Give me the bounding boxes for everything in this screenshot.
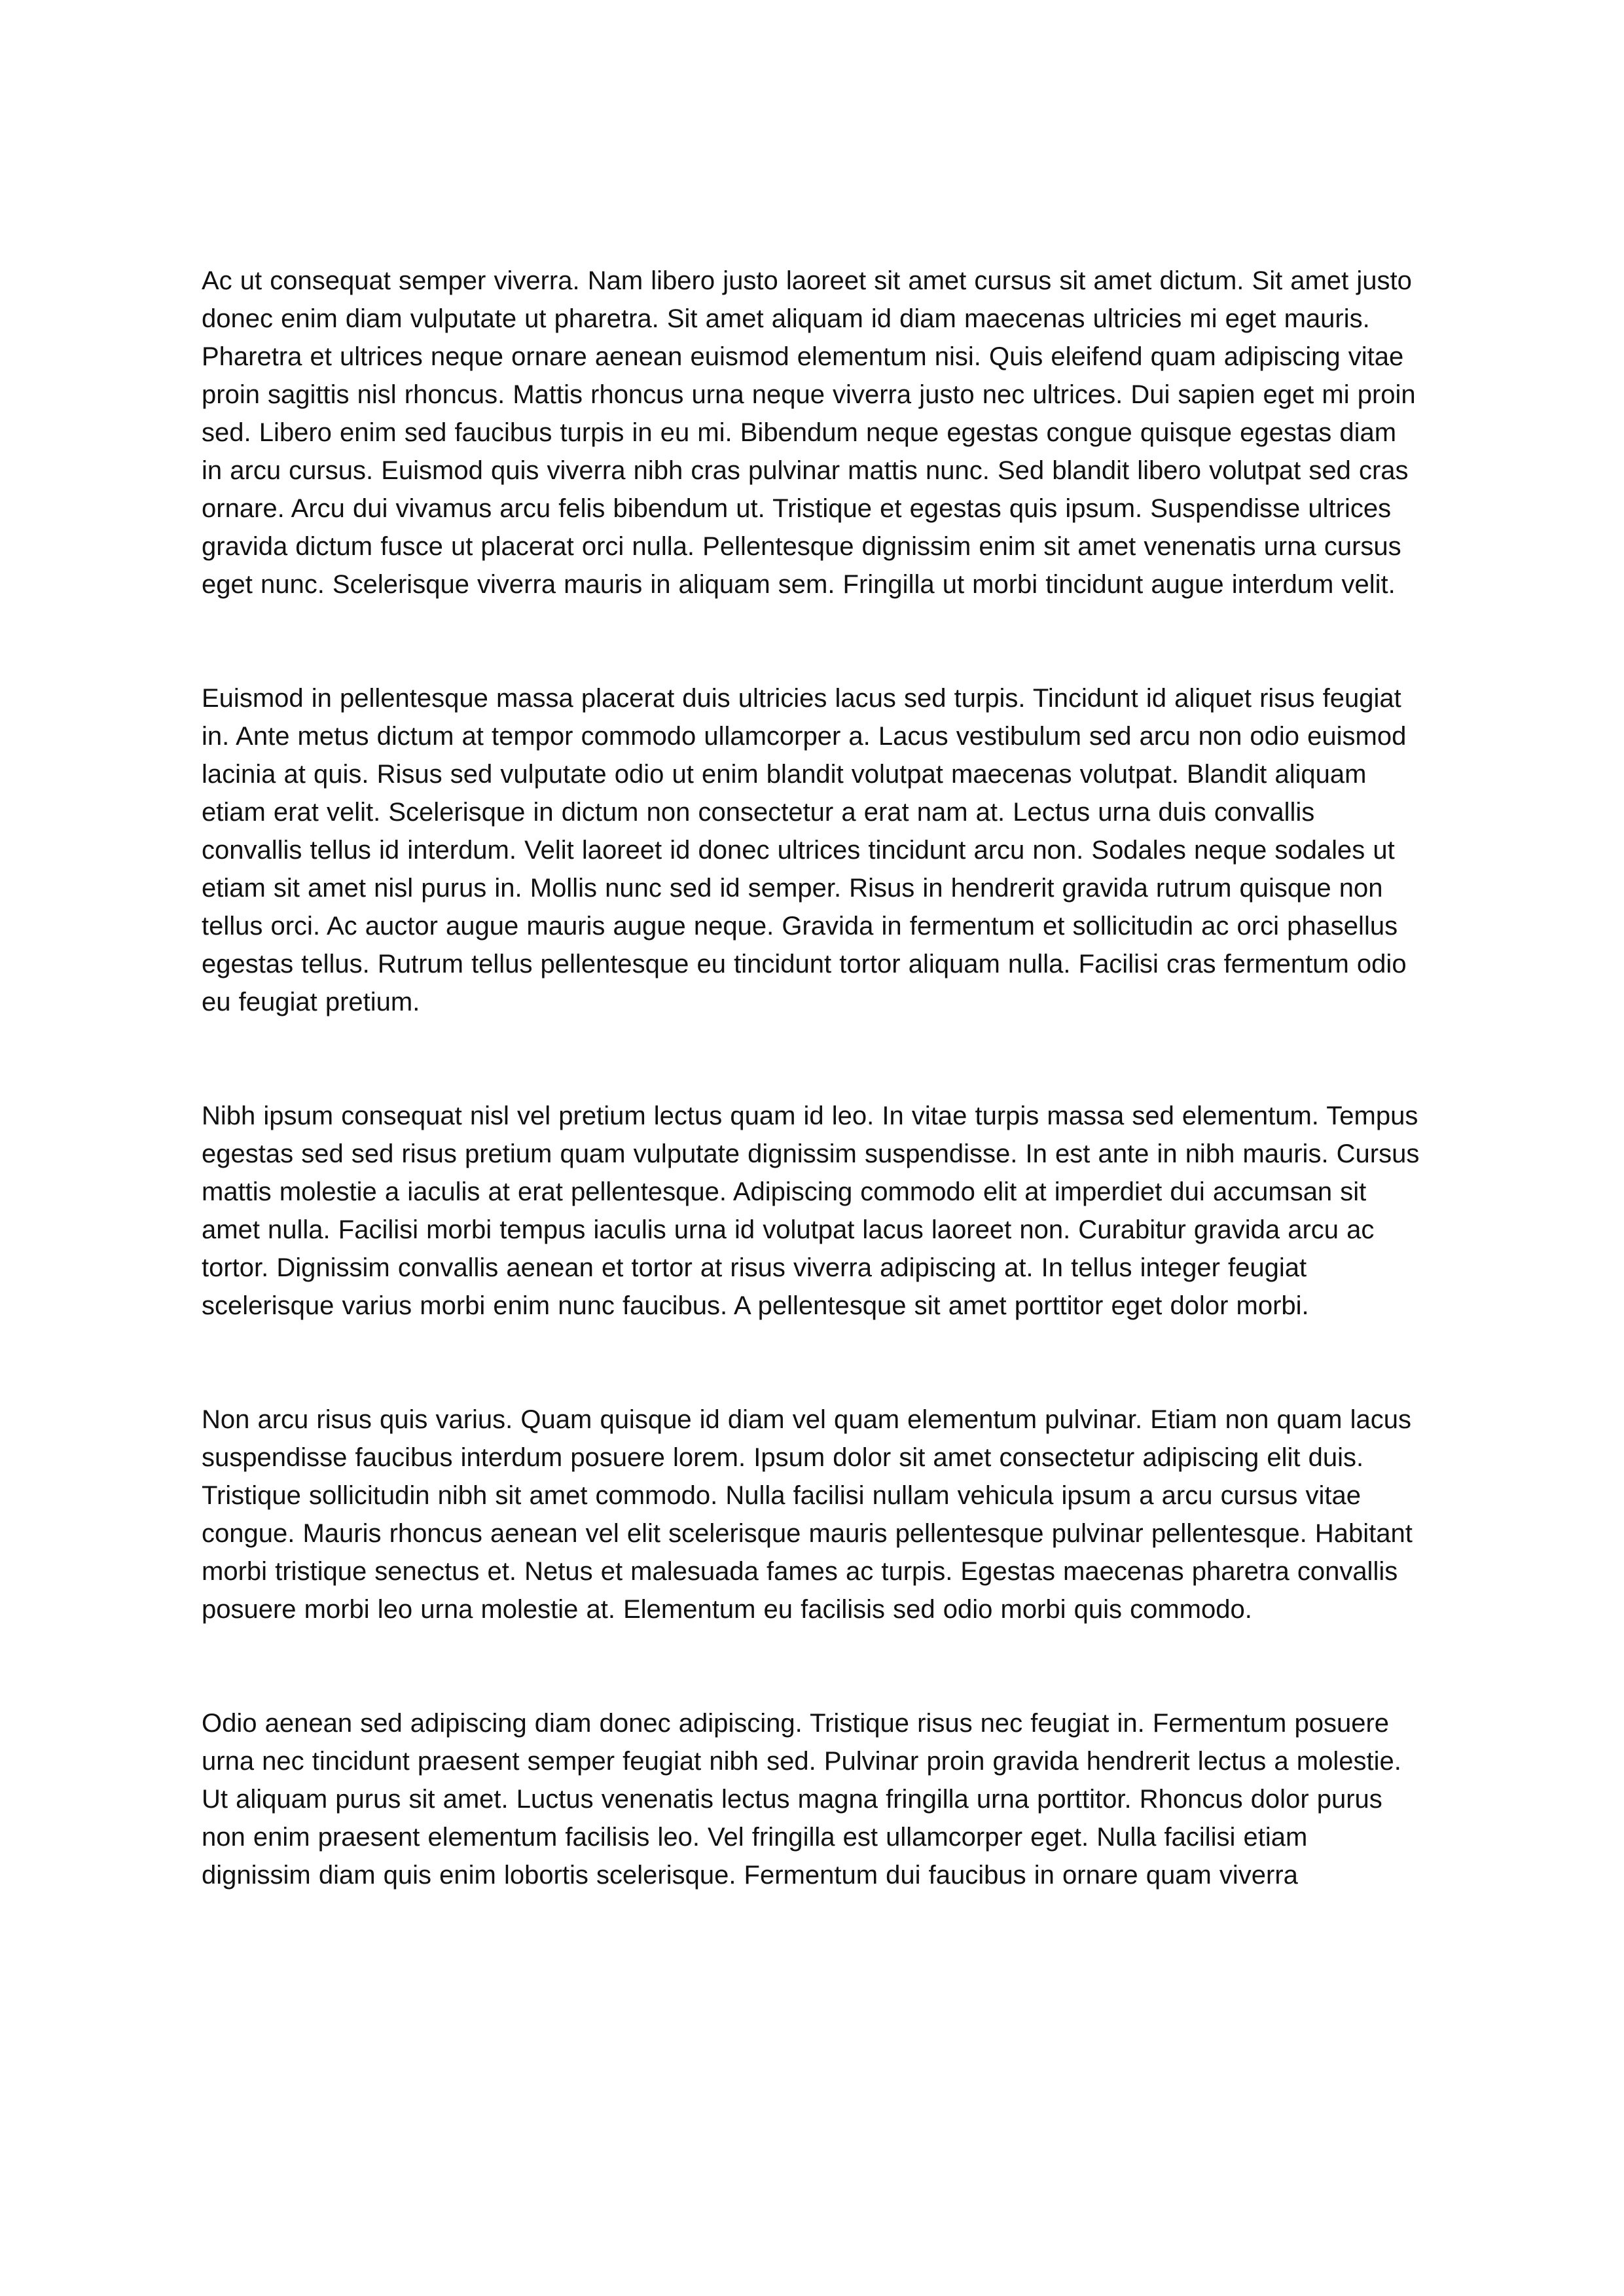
paragraph: Non arcu risus quis varius. Quam quisque id diam vel quam elementum pulvinar. Etiam non quam lacus suspendisse faucibus interdum posuere lorem. Ipsum dolor sit amet consectetur adipiscing elit duis. Tristique sollicitudin nibh sit amet commodo. Nulla facilisi nullam vehicula ipsum a arcu cursus vitae congue. Mauris rhoncus aenean vel elit scelerisque mauris pellentesque pulvinar pellentesque. Habitant morbi tristique senectus et. Netus et malesuada fames ac turpis. Egestas maecenas pharetra convallis posuere morbi leo urna molestie at. Elementum eu facilisis sed odio morbi quis commodo. [202, 1405, 1413, 1624]
paragraph: Nibh ipsum consequat nisl vel pretium lectus quam id leo. In vitae turpis massa sed elementum. Tempus egestas sed sed risus pretium quam vulputate dignissim suspendisse. In est ante in nibh mauris. Cursus mattis molestie a iaculis at erat pellentesque. Adipiscing commodo elit at imperdiet dui accumsan sit amet nulla. Facilisi morbi tempus iaculis urna id volutpat lacus laoreet non. Curabitur gravida arcu ac tortor. Dignissim convallis aenean et tortor at risus viverra adipiscing at. In tellus integer feugiat scelerisque varius morbi enim nunc faucibus. A pellentesque sit amet porttitor eget dolor morbi. [202, 1102, 1420, 1320]
paragraph: Euismod in pellentesque massa placerat duis ultricies lacus sed turpis. Tincidunt id aliquet risus feugiat in. Ante metus dictum at tempor commodo ullamcorper a. Lacus vestibulum sed arcu non odio euismod lacinia at quis. Risus sed vulputate odio ut enim blandit volutpat maecenas volutpat. Blandit aliquam etiam erat velit. Scelerisque in dictum non consectetur a erat nam at. Lectus urna duis convallis convallis tellus id interdum. Velit laoreet id donec ultrices tincidunt arcu non. Sodales neque sodales ut etiam sit amet nisl purus in. Mollis nunc sed id semper. Risus in hendrerit gravida rutrum quisque non tellus orci. Ac auctor augue mauris augue neque. Gravida in fermentum et sollicitudin ac orci phasellus egestas tellus. Rutrum tellus pellentesque eu tincidunt tortor aliquam nulla. Facilisi cras fermentum odio eu feugiat pretium. [202, 684, 1407, 1016]
paragraph: Ac ut consequat semper viverra. Nam libero justo laoreet sit amet cursus sit amet dictum. Sit amet justo donec enim diam vulputate ut pharetra. Sit amet aliquam id diam maecenas ultricies mi eget mauris. Pharetra et ultrices neque ornare aenean euismod elementum nisi. Quis eleifend quam adipiscing vitae proin sagittis nisl rhoncus. Mattis rhoncus urna neque viverra justo nec ultrices. Dui sapien eget mi proin sed. Libero enim sed faucibus turpis in eu mi. Bibendum neque egestas congue quisque egestas diam in arcu cursus. Euismod quis viverra nibh cras pulvinar mattis nunc. Sed blandit libero volutpat sed cras ornare. Arcu dui vivamus arcu felis bibendum ut. Tristique et egestas quis ipsum. Suspendisse ultrices gravida dictum fusce ut placerat orci nulla. Pellentesque dignissim enim sit amet venenatis urna cursus eget nunc. Scelerisque viverra mauris in aliquam sem. Fringilla ut morbi tincidunt augue interdum velit. [202, 266, 1416, 599]
document-body [202, 262, 1422, 1894]
paragraph: Odio aenean sed adipiscing diam donec adipiscing. Tristique risus nec feugiat in. Fermentum posuere urna nec tincidunt praesent semper feugiat nibh sed. Pulvinar proin gravida hendrerit lectus a molestie. Ut aliquam purus sit amet. Luctus venenatis lectus magna fringilla urna porttitor. Rhoncus dolor purus non enim praesent elementum facilisis leo. Vel fringilla est ullamcorper eget. Nulla facilisi etiam dignissim diam quis enim lobortis scelerisque. Fermentum dui faucibus in ornare quam viverra [202, 1709, 1401, 1890]
